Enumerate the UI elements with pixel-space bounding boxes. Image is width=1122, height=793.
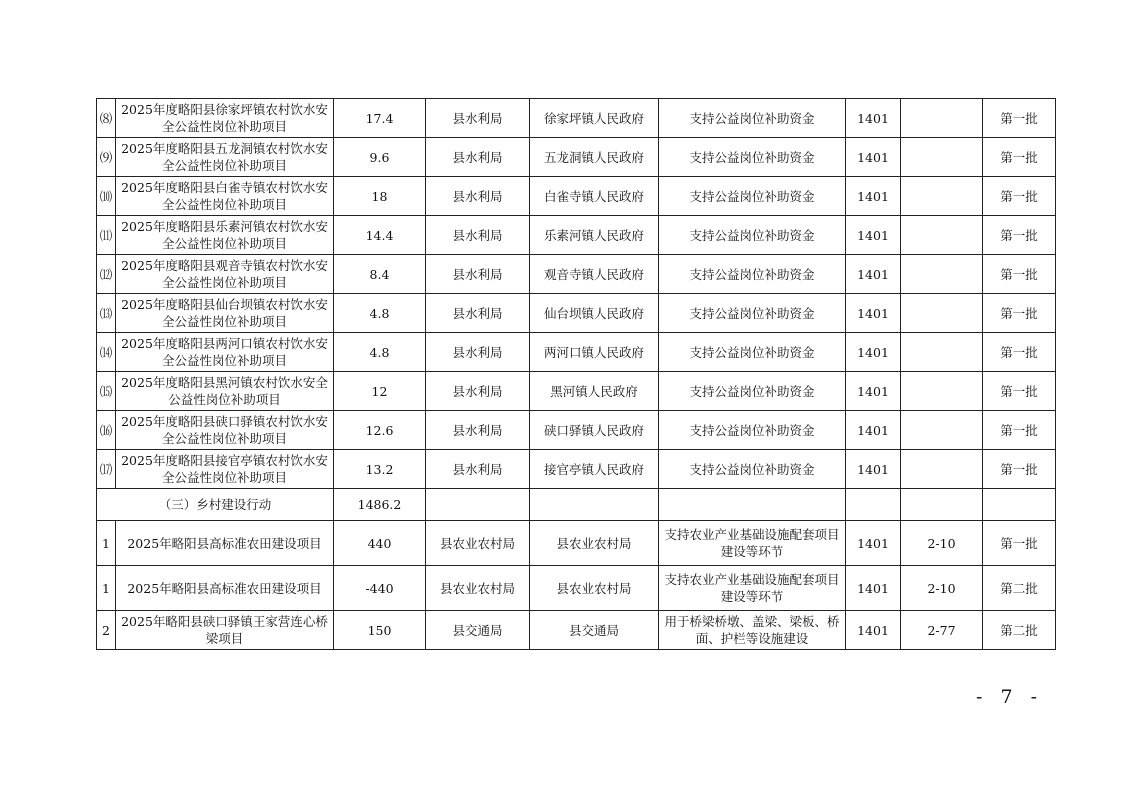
amount-cell: -440 <box>334 566 426 611</box>
department-cell: 县农业农村局 <box>426 566 530 611</box>
project-name-cell: 2025年度略阳县五龙洞镇农村饮水安全公益性岗位补助项目 <box>116 138 334 177</box>
row-number-cell: ⑾ <box>97 216 116 255</box>
department-cell: 县交通局 <box>426 611 530 650</box>
implementing-unit-cell: 黑河镇人民政府 <box>530 372 659 411</box>
reference-cell <box>901 333 983 372</box>
reference-cell <box>901 216 983 255</box>
amount-cell: 13.2 <box>334 450 426 489</box>
amount-cell: 4.8 <box>334 294 426 333</box>
department-cell: 县水利局 <box>426 294 530 333</box>
amount-cell: 9.6 <box>334 138 426 177</box>
code-cell: 1401 <box>846 255 901 294</box>
table-row <box>97 138 1056 177</box>
fund-content-cell: 支持公益岗位补助资金 <box>659 255 846 294</box>
table-row <box>97 294 1056 333</box>
project-name-cell: 2025年略阳县硖口驿镇王家营连心桥梁项目 <box>116 611 334 650</box>
code-cell: 1401 <box>846 99 901 138</box>
reference-cell: 2-10 <box>901 566 983 611</box>
implementing-unit-cell: 接官亭镇人民政府 <box>530 450 659 489</box>
row-number-cell: ⑼ <box>97 138 116 177</box>
code-cell: 1401 <box>846 216 901 255</box>
empty-cell <box>426 489 530 521</box>
batch-cell: 第一批 <box>983 411 1056 450</box>
row-number-cell: ⑽ <box>97 177 116 216</box>
project-name-cell: 2025年度略阳县仙台坝镇农村饮水安全公益性岗位补助项目 <box>116 294 334 333</box>
code-cell: 1401 <box>846 333 901 372</box>
department-cell: 县水利局 <box>426 177 530 216</box>
fund-content-cell: 支持公益岗位补助资金 <box>659 138 846 177</box>
department-cell: 县水利局 <box>426 411 530 450</box>
row-number-cell: ⒃ <box>97 411 116 450</box>
department-cell: 县水利局 <box>426 99 530 138</box>
table-row <box>97 611 1056 650</box>
amount-cell: 18 <box>334 177 426 216</box>
batch-cell: 第一批 <box>983 216 1056 255</box>
implementing-unit-cell: 五龙洞镇人民政府 <box>530 138 659 177</box>
project-name-cell: 2025年略阳县高标准农田建设项目 <box>116 566 334 611</box>
implementing-unit-cell: 徐家坪镇人民政府 <box>530 99 659 138</box>
project-name-cell: 2025年度略阳县接官亭镇农村饮水安全公益性岗位补助项目 <box>116 450 334 489</box>
implementing-unit-cell: 两河口镇人民政府 <box>530 333 659 372</box>
reference-cell <box>901 255 983 294</box>
reference-cell: 2-10 <box>901 521 983 566</box>
table-row <box>97 450 1056 489</box>
row-number-cell: ⒀ <box>97 294 116 333</box>
department-cell: 县水利局 <box>426 216 530 255</box>
section-amount: 1486.2 <box>334 489 426 521</box>
implementing-unit-cell: 硖口驿镇人民政府 <box>530 411 659 450</box>
code-cell: 1401 <box>846 566 901 611</box>
project-name-cell: 2025年度略阳县徐家坪镇农村饮水安全公益性岗位补助项目 <box>116 99 334 138</box>
reference-cell <box>901 411 983 450</box>
batch-cell: 第一批 <box>983 255 1056 294</box>
batch-cell: 第一批 <box>983 521 1056 566</box>
fund-content-cell: 支持公益岗位补助资金 <box>659 372 846 411</box>
reference-cell <box>901 138 983 177</box>
row-number-cell: ⑻ <box>97 99 116 138</box>
section-label: （三）乡村建设行动 <box>97 489 334 521</box>
table-body <box>97 99 1056 650</box>
implementing-unit-cell: 观音寺镇人民政府 <box>530 255 659 294</box>
fund-content-cell: 支持农业产业基础设施配套项目建设等环节 <box>659 521 846 566</box>
project-name-cell: 2025年度略阳县乐素河镇农村饮水安全公益性岗位补助项目 <box>116 216 334 255</box>
fund-content-cell: 支持公益岗位补助资金 <box>659 216 846 255</box>
empty-cell <box>530 489 659 521</box>
project-name-cell: 2025年度略阳县黑河镇农村饮水安全公益性岗位补助项目 <box>116 372 334 411</box>
amount-cell: 12 <box>334 372 426 411</box>
empty-cell <box>846 489 901 521</box>
row-number-cell: ⑿ <box>97 255 116 294</box>
batch-cell: 第一批 <box>983 294 1056 333</box>
table-row <box>97 177 1056 216</box>
amount-cell: 4.8 <box>334 333 426 372</box>
implementing-unit-cell: 白雀寺镇人民政府 <box>530 177 659 216</box>
project-name-cell: 2025年度略阳县观音寺镇农村饮水安全公益性岗位补助项目 <box>116 255 334 294</box>
batch-cell: 第一批 <box>983 333 1056 372</box>
code-cell: 1401 <box>846 138 901 177</box>
batch-cell: 第一批 <box>983 138 1056 177</box>
row-number-cell: 1 <box>97 521 116 566</box>
amount-cell: 8.4 <box>334 255 426 294</box>
fund-content-cell: 用于桥梁桥墩、盖梁、梁板、桥面、护栏等设施建设 <box>659 611 846 650</box>
batch-cell: 第一批 <box>983 177 1056 216</box>
department-cell: 县农业农村局 <box>426 521 530 566</box>
code-cell: 1401 <box>846 411 901 450</box>
empty-cell <box>901 489 983 521</box>
code-cell: 1401 <box>846 372 901 411</box>
fund-content-cell: 支持公益岗位补助资金 <box>659 294 846 333</box>
implementing-unit-cell: 县交通局 <box>530 611 659 650</box>
amount-cell: 14.4 <box>334 216 426 255</box>
reference-cell <box>901 294 983 333</box>
implementing-unit-cell: 乐素河镇人民政府 <box>530 216 659 255</box>
batch-cell: 第二批 <box>983 611 1056 650</box>
empty-cell <box>659 489 846 521</box>
table-row <box>97 566 1056 611</box>
table-row <box>97 216 1056 255</box>
batch-cell: 第一批 <box>983 450 1056 489</box>
code-cell: 1401 <box>846 177 901 216</box>
empty-cell <box>983 489 1056 521</box>
table-row <box>97 521 1056 566</box>
row-number-cell: 1 <box>97 566 116 611</box>
row-number-cell: ⒁ <box>97 333 116 372</box>
batch-cell: 第二批 <box>983 566 1056 611</box>
project-name-cell: 2025年度略阳县两河口镇农村饮水安全公益性岗位补助项目 <box>116 333 334 372</box>
row-number-cell: ⒂ <box>97 372 116 411</box>
fund-content-cell: 支持农业产业基础设施配套项目建设等环节 <box>659 566 846 611</box>
department-cell: 县水利局 <box>426 255 530 294</box>
reference-cell <box>901 450 983 489</box>
table-row <box>97 333 1056 372</box>
row-number-cell: 2 <box>97 611 116 650</box>
reference-cell: 2-77 <box>901 611 983 650</box>
department-cell: 县水利局 <box>426 450 530 489</box>
code-cell: 1401 <box>846 450 901 489</box>
code-cell: 1401 <box>846 294 901 333</box>
department-cell: 县水利局 <box>426 333 530 372</box>
fund-content-cell: 支持公益岗位补助资金 <box>659 99 846 138</box>
fund-allocation-table <box>96 98 1056 650</box>
batch-cell: 第一批 <box>983 372 1056 411</box>
implementing-unit-cell: 仙台坝镇人民政府 <box>530 294 659 333</box>
department-cell: 县水利局 <box>426 138 530 177</box>
table-row <box>97 372 1056 411</box>
implementing-unit-cell: 县农业农村局 <box>530 566 659 611</box>
section-row <box>97 489 1056 521</box>
implementing-unit-cell: 县农业农村局 <box>530 521 659 566</box>
project-name-cell: 2025年略阳县高标准农田建设项目 <box>116 521 334 566</box>
department-cell: 县水利局 <box>426 372 530 411</box>
table-row <box>97 99 1056 138</box>
amount-cell: 17.4 <box>334 99 426 138</box>
amount-cell: 440 <box>334 521 426 566</box>
page-number: - 7 - <box>976 686 1044 708</box>
project-name-cell: 2025年度略阳县硖口驿镇农村饮水安全公益性岗位补助项目 <box>116 411 334 450</box>
code-cell: 1401 <box>846 521 901 566</box>
fund-content-cell: 支持公益岗位补助资金 <box>659 177 846 216</box>
fund-content-cell: 支持公益岗位补助资金 <box>659 450 846 489</box>
table-row <box>97 411 1056 450</box>
amount-cell: 12.6 <box>334 411 426 450</box>
fund-content-cell: 支持公益岗位补助资金 <box>659 333 846 372</box>
reference-cell <box>901 99 983 138</box>
reference-cell <box>901 372 983 411</box>
project-name-cell: 2025年度略阳县白雀寺镇农村饮水安全公益性岗位补助项目 <box>116 177 334 216</box>
amount-cell: 150 <box>334 611 426 650</box>
batch-cell: 第一批 <box>983 99 1056 138</box>
table-row <box>97 255 1056 294</box>
reference-cell <box>901 177 983 216</box>
fund-content-cell: 支持公益岗位补助资金 <box>659 411 846 450</box>
code-cell: 1401 <box>846 611 901 650</box>
row-number-cell: ⒄ <box>97 450 116 489</box>
